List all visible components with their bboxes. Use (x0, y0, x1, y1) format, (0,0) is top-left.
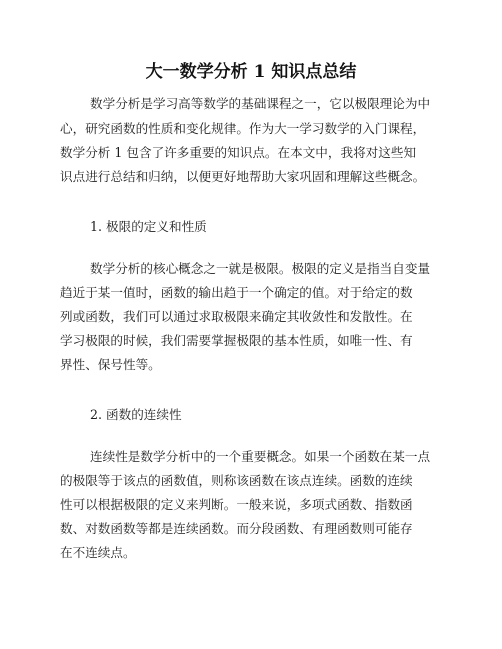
section-heading: 1. 极限的定义和性质 (90, 219, 207, 234)
section-line: 的极限等于该点的函数值，则称该函数在该点连续。函数的连续 (60, 473, 413, 488)
section-line: 趋近于某一值时，函数的输出趋于一个确定的值。对于给定的数 (60, 285, 413, 300)
section-heading: 2. 函数的连续性 (90, 407, 182, 422)
section-line: 列或函数，我们可以通过求取极限来确定其收敛性和发散性。在 (60, 309, 413, 324)
intro-line: 数学分析 1 包含了许多重要的知识点。在本文中，我将对这些知 (60, 145, 417, 160)
section-line: 连续性是数学分析中的一个重要概念。如果一个函数在某一点 (90, 449, 431, 464)
section-line: 学习极限的时候，我们需要掌握极限的基本性质，如唯一性、有 (60, 333, 413, 348)
intro-line: 数学分析是学习高等数学的基础课程之一，它以极限理论为中 (90, 96, 431, 111)
document-title: 大一数学分析 1 知识点总结 (145, 62, 357, 82)
intro-line: 识点进行总结和归纳，以便更好地帮助大家巩固和理解这些概念。 (60, 169, 426, 184)
intro-line: 心，研究函数的性质和变化规律。作为大一学习数学的入门课程， (60, 121, 426, 136)
section-line: 在不连续点。 (60, 545, 136, 560)
section-line: 数学分析的核心概念之一就是极限。极限的定义是指当自变量 (90, 261, 431, 276)
section-line: 数、对数函数等都是连续函数。而分段函数、有理函数则可能存 (60, 521, 413, 536)
section-line: 性可以根据极限的定义来判断。一般来说，多项式函数、指数函 (60, 497, 413, 512)
section-line: 界性、保号性等。 (60, 357, 161, 372)
